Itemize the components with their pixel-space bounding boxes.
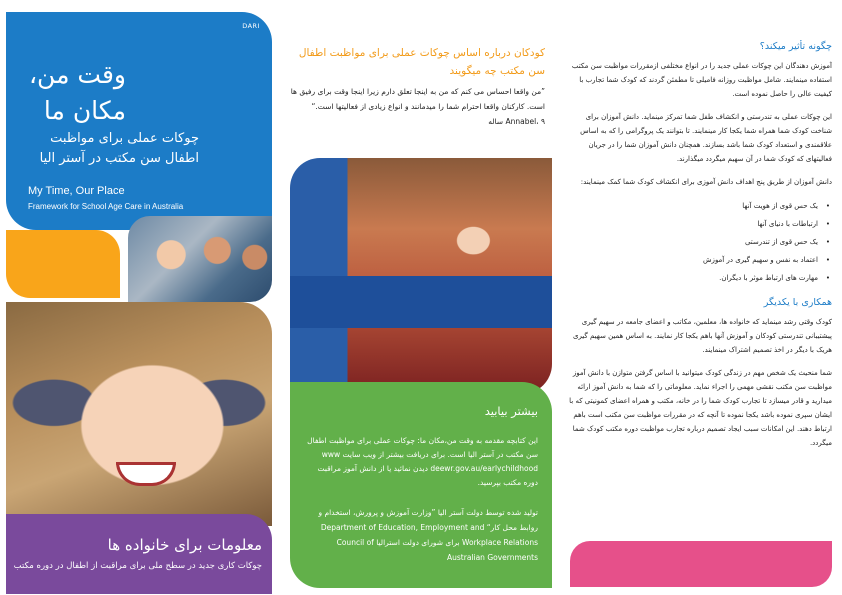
- english-subtitle: Framework for School Age Care in Australia: [28, 202, 184, 211]
- girl-with-painted-hands-photo: [6, 302, 272, 526]
- impact-paragraph-2: این چوکات عملی به تندرستی و انکشاف طفل شما تمرکز مینماید. دانش آموزان برای شناخت کودک شما همراه شما یکجا کار مینمایند. تا بتوانند یک پروگرامی را که به اساس علاقمندی و استعداد کودک شما باشد بسازند. همچنان دانش آموزان شما را در جریان فعالیتهای که کودک شما در آن سهیم میگردد میگذارند.: [580, 113, 832, 163]
- together-paragraph-1: کودک وقتی رشد مینماید که خانواده ها، معلمین، مکاتب و اعضای جامعه در سهیم گیری پیشتیبانی تندرستی کودکان و آموزش آنها باهم یکجا کار نمایند. به اساس همین سهیم گیری هریک با دیگر در اخذ تصمیم اشتراک مینمایند.: [572, 318, 832, 354]
- list-item: • یک حس قوی از تندرستی: [566, 234, 832, 250]
- children-say-section: [290, 44, 545, 174]
- list-item: • اعتماد به نفس و سهیم گیری در آموزش: [566, 252, 832, 268]
- title-line-1: وقت من،: [28, 60, 126, 89]
- impact-paragraph-1: آموزش دهندگان این چوکات عملی جدید را در انواع مختلفی ازمقررات مواظبت سن مکتب استفاده مینمایند. شامل مواظبت روزانه فامیلی تا مطمئن گردند که کودک شما تجارب با کیفیت عالی را حاصل نموده است.: [571, 62, 832, 98]
- english-title: My Time, Our Place: [28, 185, 125, 197]
- classroom-photo: [290, 158, 552, 394]
- list-item: • مهارت های ارتباط موثر با دیگران.: [566, 270, 832, 286]
- subtitle-line-2: اطفال سن مکتب در آستر الیا: [39, 151, 199, 166]
- subtitle-line-1: چوکات عملی برای مواظبت: [50, 131, 199, 146]
- language-tag: DARI: [242, 22, 260, 30]
- outcomes-list: [566, 198, 832, 286]
- child-quote: ”من واقعا احساس می کنم که من به اینجا تعلق دارم زیرا اینجا وقت برای رفیق ها است. کارکنان واقعا احترام شما را میدمانند و انواع زیادی از فعالیتها است.“ Annabel، ۹ ساله: [290, 87, 545, 126]
- children-group-photo: [128, 216, 272, 302]
- cover-blue-panel: [6, 12, 272, 230]
- orange-accent-block: [6, 230, 120, 298]
- together-paragraph-2: شما منحیث یک شخص مهم در زندگی کودک میتوانید با اساس گرفتن متوازن با دانش آموز مواظبت سن مکتب نقشی مهمی را اجراء نماید. معلوماتی را که شما به دانش آموز ارائه میدارید و قادر میسازد تا تجارب کودک شما را در خانه، مکتب و همراه اعضای کمونیتی که با ایشان سپری نموده باشد یکجا نموده تا آنچه که در مقررات مواظبت سن مکتب است باهم ارتباط دهند. این امکانات سبب ایجاد تصمیم درباره تجارب مواظبت دوره مکتب کودک شما میگردد.: [569, 369, 832, 447]
- list-item: • ارتباطات با دنیای آنها: [566, 216, 832, 232]
- smile-shape: [116, 462, 176, 486]
- pink-accent-block: [570, 541, 832, 587]
- families-heading: معلومات برای خانواده ها: [107, 536, 262, 554]
- learn-more-panel: [290, 382, 552, 588]
- credits-text: تولید شده توسط دولت آستر الیا ”وزارت آموزش و پرورش، استخدام و روابط محل کار“ Department of Education, Employment and Workplace Relations برای شورای دولت استرالیا Council of Australian Governments: [318, 508, 538, 562]
- learn-more-paragraph: این کتابچه مقدمه به وقت من،مکان ما: چوکات عملی برای مواظبت اطفال سن مکتب در آستر الیا است. برای دریافت بیشتر از ویب سایت www deewr.gov.au/earlychildhood دیدن نمائید یا از دانش آموز مراقبت دوره مکتب بپرسید.: [307, 436, 538, 487]
- together-heading: همکاری با یکدیگر: [763, 297, 832, 308]
- impact-heading: چگونه تأثیر میکند؟: [759, 41, 832, 52]
- children-say-heading: کودکان درباره اساس چوکات عملی برای مواظبت اطفال سن مکتب چه میگویند: [298, 47, 545, 77]
- title-line-2: مکان ما: [43, 96, 126, 125]
- families-info-panel: [6, 514, 272, 594]
- learn-more-heading: بیشتر بیابید: [484, 404, 538, 418]
- right-column: [566, 40, 832, 530]
- impact-paragraph-3: دانش آموزان از طریق پنج اهداف دانش آموزی برای انکشاف کودک شما کمک مینمایند:: [580, 178, 832, 186]
- families-subheading: چوکات کاری جدید در سطح ملی برای مراقبت از اطفال در دوره مکتب: [13, 561, 262, 571]
- list-item: • یک حس قوی از هویت آنها: [566, 198, 832, 214]
